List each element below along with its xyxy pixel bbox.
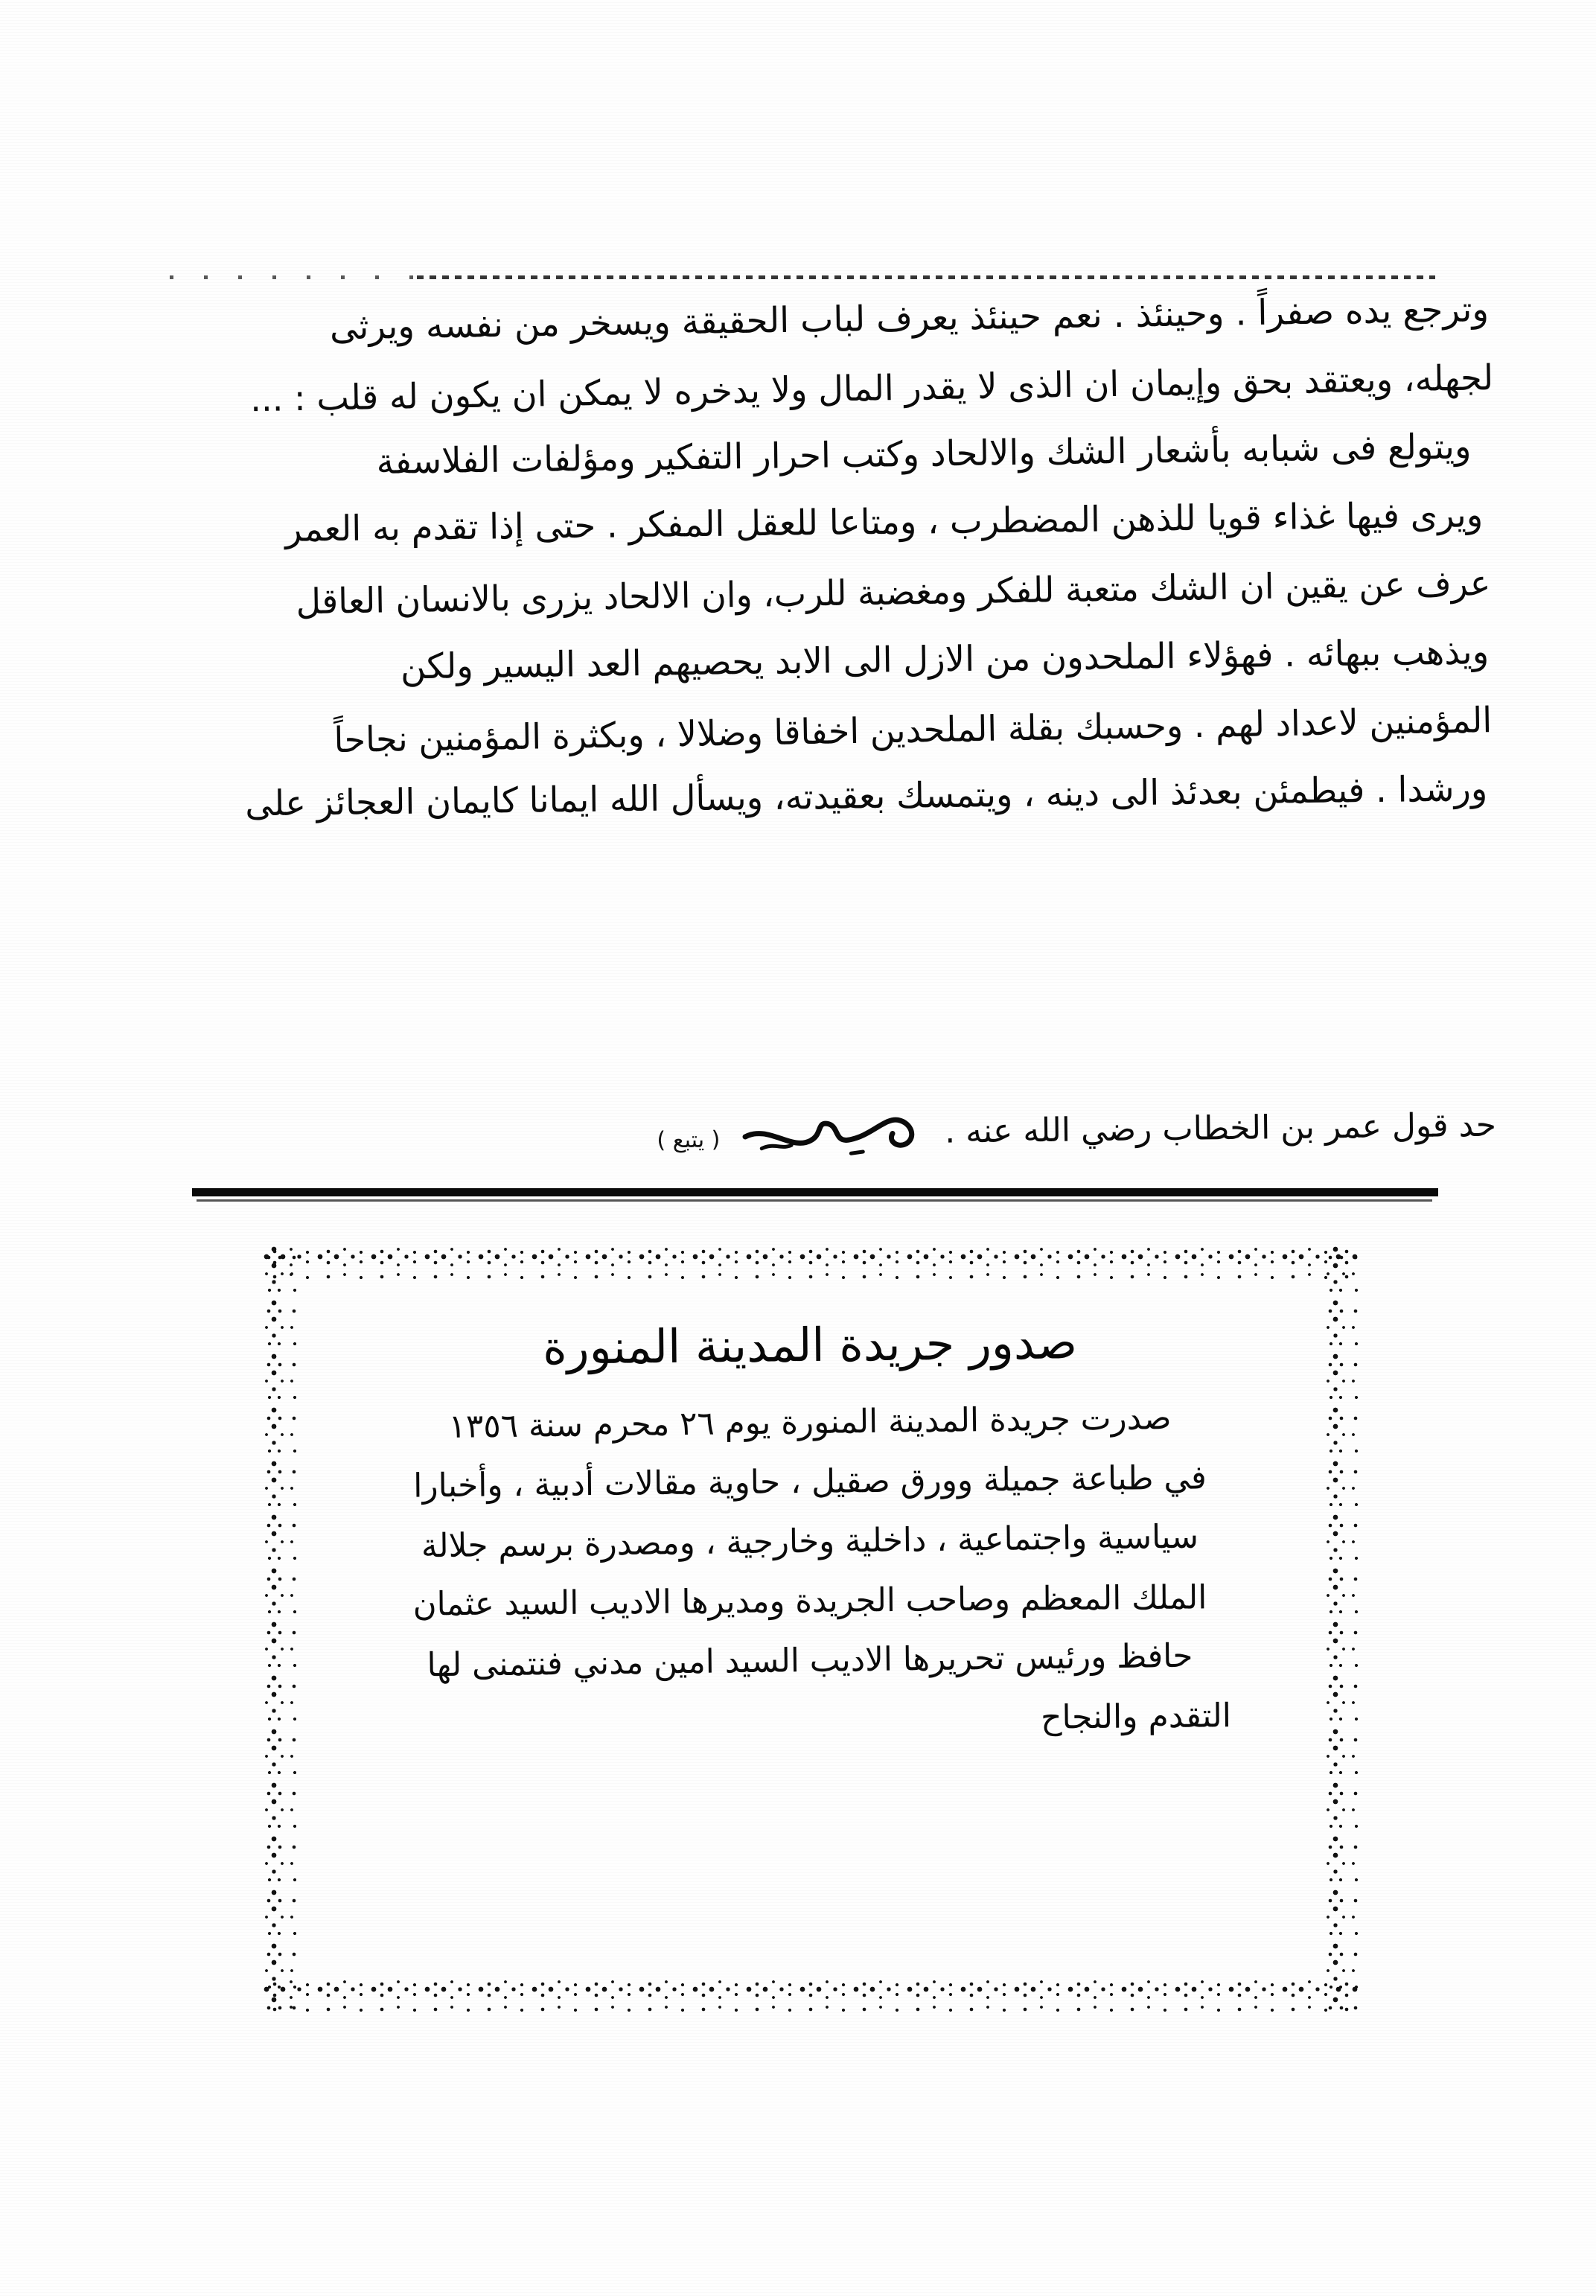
top-dashed-rule-left — [170, 275, 415, 279]
announcement-line: سياسية واجتماعية ، داخلية وخارجية ، ومصدرة برسم جلالة — [421, 1517, 1199, 1566]
main-text-block — [112, 289, 1496, 840]
ornament-border-right-icon — [1324, 1245, 1358, 2012]
text-line: المؤمنين لاعداد لهم . وحسبك بقلة الملحدين اخفاقا وضلالا ، وبكثرة المؤمنين نجاحاً — [333, 700, 1493, 762]
announcement-title: صدور جريدة المدينة المنورة — [542, 1315, 1078, 1375]
announcement-closing-line: التقدم والنجاح — [1040, 1697, 1232, 1737]
text-line-final: حد قول عمر بن الخطاب رضي الله عنه . — [944, 1106, 1497, 1151]
announcement-content — [299, 1282, 1321, 1977]
section-divider — [192, 1188, 1438, 1202]
divider-thick-rule — [192, 1188, 1438, 1196]
announcement-line: الملك المعظم وصاحب الجريدة ومديرها الاديب السيد عثمان — [412, 1578, 1207, 1624]
announcement-box — [262, 1245, 1358, 2012]
text-line: ويذهب ببهائه . فهؤلاء الملحدون من الازل الى الابد يحصيهم العد اليسير ولكن — [400, 631, 1490, 688]
text-line: عرف عن يقين ان الشك متعبة للفكر ومغضبة للرب، وان الالحاد يزرى بالانسان العاقل — [296, 563, 1491, 623]
announcement-line: حافظ ورئيس تحريرها الاديب السيد امين مدني فنتمنى لها — [427, 1636, 1193, 1685]
announcement-line: صدرت جريدة المدينة المنورة يوم ٢٦ محرم سنة ١٣٥٦ — [448, 1399, 1172, 1446]
text-line: وترجع يده صفراً . وحينئذ . نعم حينئذ يعرف لباب الحقيقة ويسخر من نفسه ويرثى — [329, 289, 1490, 348]
text-line: ويرى فيها غذاء قويا للذهن المضطرب ، ومتاعا للعقل المفكر . حتى إذا تقدم به العمر — [284, 494, 1484, 550]
main-text-last-line-row — [112, 1094, 1497, 1175]
ornament-border-top-icon — [262, 1245, 1358, 1279]
ornament-border-bottom-icon — [262, 1977, 1358, 2012]
top-dashed-rule — [417, 275, 1435, 279]
ornament-border-left-icon — [262, 1245, 296, 2012]
text-line: ويتولع فى شبابه بأشعار الشك والالحاد وكتب احرار التفكير ومؤلفات الفلاسفة — [376, 426, 1472, 483]
continuation-marker: ( يتبع ) — [657, 1126, 721, 1153]
divider-thin-rule — [197, 1199, 1432, 1202]
text-line: لجهله، ويعتقد بحق وإيمان ان الذى لا يقدر المال ولا يدخره لا يمكن ان يكون له قلب : ... — [249, 357, 1494, 421]
signature-icon — [739, 1100, 926, 1167]
text-line: ورشدا . فيطمئن بعدئذ الى دينه ، ويتمسك بعقيدته، ويسأل الله ايمانا كايمان العجائز على — [245, 768, 1488, 825]
announcement-line: في طباعة جميلة وورق صقيل ، حاوية مقالات أدبية ، وأخبارا — [412, 1458, 1207, 1505]
